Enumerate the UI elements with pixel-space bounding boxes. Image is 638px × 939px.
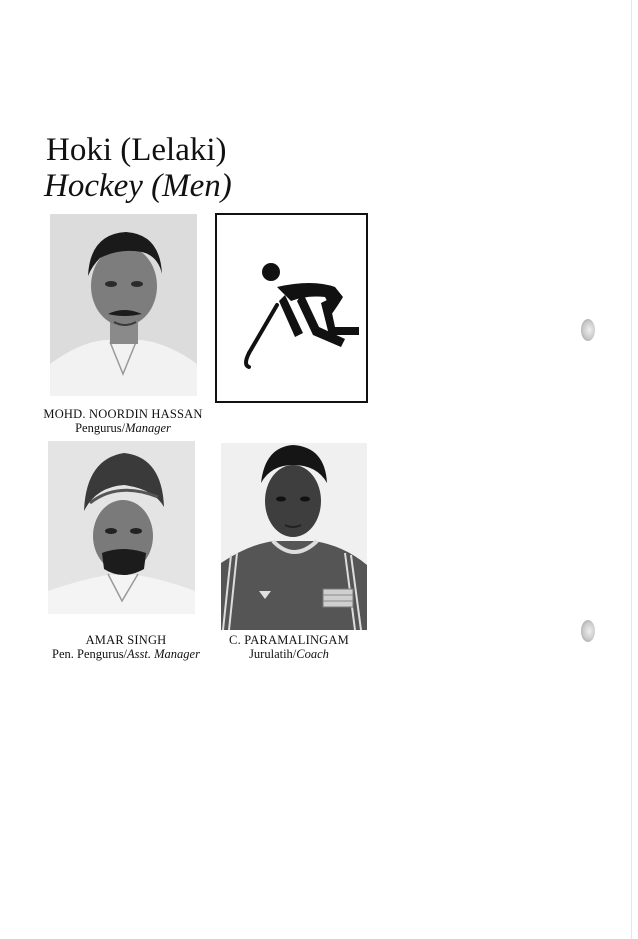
manager-portrait-image [50, 214, 197, 396]
assistant-manager-name: AMAR SINGH [85, 633, 167, 647]
caption-coach [206, 633, 372, 661]
coach-role: Jurulatih/Coach [249, 647, 329, 661]
manager-role: Pengurus/Manager [75, 421, 171, 435]
coach-name: C. PARAMALINGAM [229, 633, 349, 647]
photo-manager [50, 214, 197, 396]
binder-hole-bottom [581, 620, 595, 642]
assistant-manager-portrait-image [48, 441, 195, 614]
hockey-pictogram-frame [215, 213, 368, 403]
binder-hole-top [581, 319, 595, 341]
title-malay: Hoki (Lelaki) [46, 132, 227, 168]
manager-name: MOHD. NOORDIN HASSAN [43, 407, 203, 421]
photo-assistant-manager [48, 441, 195, 614]
photo-coach [221, 443, 367, 630]
caption-manager [30, 407, 216, 435]
title-english: Hockey (Men) [44, 168, 232, 204]
caption-assistant-manager [28, 633, 224, 661]
assistant-manager-role: Pen. Pengurus/Asst. Manager [52, 647, 200, 661]
field-hockey-player-icon [217, 215, 366, 401]
page-edge [631, 0, 632, 939]
coach-portrait-image [221, 443, 367, 630]
